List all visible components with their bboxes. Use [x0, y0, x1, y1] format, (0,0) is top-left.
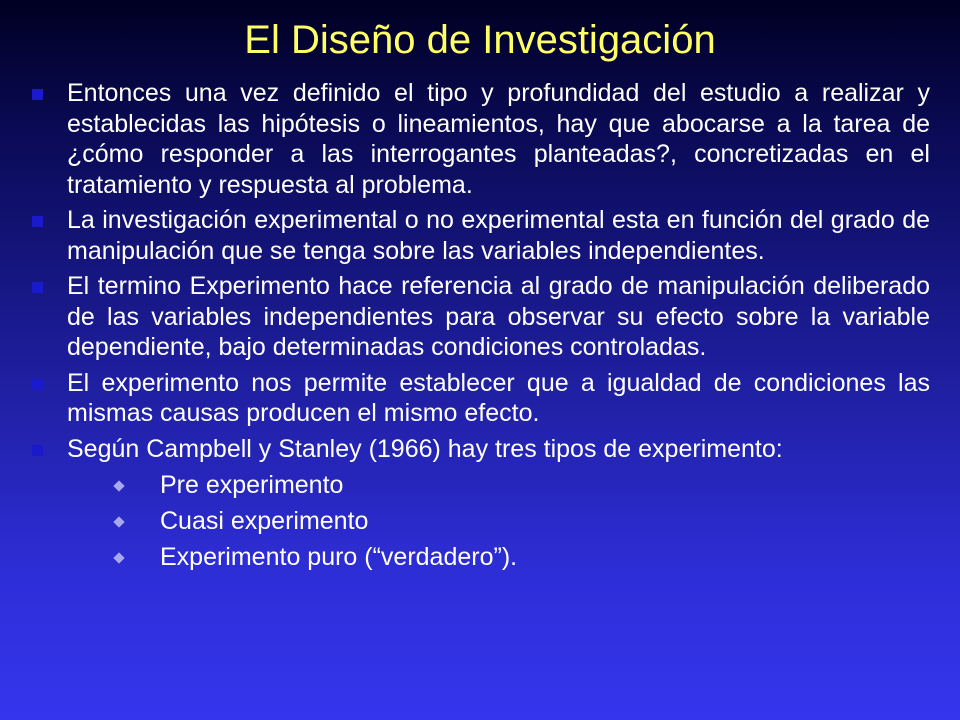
sub-bullet-list [67, 467, 930, 575]
diamond-bullet-icon [113, 480, 124, 491]
bullet-item [30, 434, 930, 576]
bullet-list [30, 78, 930, 580]
slide-title: El Diseño de Investigación [244, 18, 716, 62]
sub-bullet-text: Cuasi experimento [160, 507, 369, 535]
bullet-text: La investigación experimental o no experimental esta en función del grado de manipulación que se tenga sobre las variables independientes. [67, 206, 930, 265]
sub-bullet-item [67, 467, 930, 503]
square-bullet-icon [32, 89, 43, 100]
sub-bullet-text: Experimento puro (“verdadero”). [160, 543, 518, 571]
bullet-text: El termino Experimento hace referencia al grado de manipulación deliberado de las variables independientes para observar su efecto sobre la variable dependiente, bajo determinadas condiciones controladas. [67, 272, 930, 361]
bullet-text: Entonces una vez definido el tipo y profundidad del estudio a realizar y establecidas las hipótesis o lineamientos, hay que abocarse a la tarea de ¿cómo responder a las interrogantes planteadas?, concretizadas en el tratamiento y respuesta al problema. [67, 79, 930, 199]
sub-bullet-text: Pre experimento [160, 471, 344, 499]
sub-bullet-item [67, 539, 930, 575]
diamond-bullet-icon [113, 552, 124, 563]
bullet-item [30, 78, 930, 200]
bullet-item [30, 205, 930, 266]
square-bullet-icon [32, 445, 43, 456]
diamond-bullet-icon [113, 516, 124, 527]
square-bullet-icon [32, 379, 43, 390]
square-bullet-icon [32, 282, 43, 293]
sub-bullet-item [67, 503, 930, 539]
bullet-text: El experimento nos permite establecer que a igualdad de condiciones las mismas causas producen el mismo efecto. [67, 368, 930, 427]
bullet-item [30, 368, 930, 429]
square-bullet-icon [32, 216, 43, 227]
bullet-text: Según Campbell y Stanley (1966) hay tres tipos de experimento: [67, 434, 783, 463]
bullet-item [30, 271, 930, 363]
